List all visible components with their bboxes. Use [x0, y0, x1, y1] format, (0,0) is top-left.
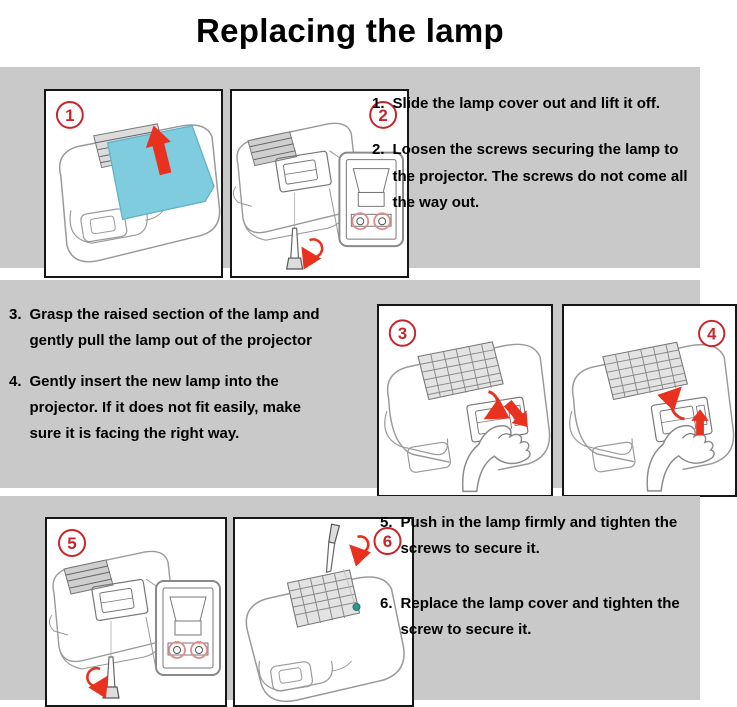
- svg-text:4: 4: [707, 325, 717, 344]
- screwdriver-icon: [103, 621, 119, 698]
- hand: [463, 426, 530, 492]
- pull-lamp-by-hand-illustration: [379, 306, 551, 495]
- step-5: [380, 510, 696, 563]
- rotate-arrow-icon: [355, 536, 369, 552]
- step-number: 6.: [380, 594, 393, 612]
- step-badge-3: [390, 320, 415, 345]
- row-steps-1-2: [0, 67, 700, 268]
- lamp-compartment: [275, 151, 331, 192]
- inset-leader-line: [329, 151, 339, 158]
- step-text: Loosen the screws securing the lamp to the projector. The screws do not come all the way out.: [392, 141, 688, 211]
- step-text: Grasp the raised section of the lamp and gently pull the lamp out of the projector: [29, 306, 320, 350]
- instructions-5-6: [380, 510, 696, 671]
- flip-handle-arrow-icon: [671, 393, 684, 419]
- svg-text:1: 1: [65, 105, 75, 125]
- rotate-arrow-icon: [306, 239, 323, 257]
- screwdriver-icon: [287, 192, 303, 269]
- insert-lamp-by-hand-illustration: [564, 306, 735, 495]
- step-badge-4: [699, 321, 724, 346]
- screwdriver-icon: [322, 524, 341, 573]
- vent-grille: [288, 570, 360, 627]
- vent-grille: [248, 132, 297, 166]
- svg-text:3: 3: [397, 323, 408, 343]
- svg-text:5: 5: [67, 534, 77, 553]
- svg-text:2: 2: [378, 105, 388, 125]
- step-number: 5.: [380, 514, 393, 531]
- row-steps-5-6: [0, 496, 700, 700]
- lamp-compartment: [92, 579, 149, 621]
- flip-handle-arrow-icon: [488, 392, 498, 415]
- vent-grille: [64, 560, 113, 594]
- hand: [647, 426, 714, 491]
- page-title: Replacing the lamp: [196, 12, 504, 49]
- svg-text:6: 6: [382, 532, 393, 551]
- rotate-arrow-icon: [87, 668, 104, 686]
- step-text: Replace the lamp cover and tighten the screw to secure it.: [400, 594, 680, 638]
- instructions-1-2: [372, 91, 698, 236]
- step-number: 3.: [9, 306, 22, 323]
- step-number: 1.: [372, 95, 385, 112]
- step-2: [372, 137, 698, 216]
- cover-screw: [353, 604, 360, 611]
- panel-step-3: [377, 304, 553, 497]
- magnified-lamp-inset: [156, 581, 220, 675]
- step-text: Push in the lamp firmly and tighten the screws to secure it.: [400, 514, 678, 558]
- panel-step-5: [45, 517, 227, 707]
- projector-slide-cover-illustration: [46, 91, 221, 276]
- step-text: Gently insert the new lamp into the projector. If it does not fit easily, make sure it is facing the right way.: [29, 372, 301, 442]
- panel-step-4: [562, 304, 737, 497]
- row-steps-3-4: [0, 280, 717, 488]
- step-number: 2.: [372, 141, 385, 159]
- step-1: [372, 91, 698, 117]
- step-badge-1: [57, 102, 83, 128]
- vent-grille: [603, 342, 688, 399]
- inset-leader-line: [146, 579, 156, 586]
- instructions-3-4: [9, 302, 335, 461]
- step-6: [380, 591, 696, 644]
- projector-tighten-screws-illustration: [47, 519, 225, 705]
- step-3: [9, 302, 335, 355]
- step-badge-5: [59, 530, 85, 556]
- step-text: Slide the lamp cover out and lift it off.: [392, 95, 661, 112]
- step-number: 4.: [9, 372, 22, 390]
- panel-step-1: [44, 89, 223, 278]
- step-4: [9, 369, 335, 448]
